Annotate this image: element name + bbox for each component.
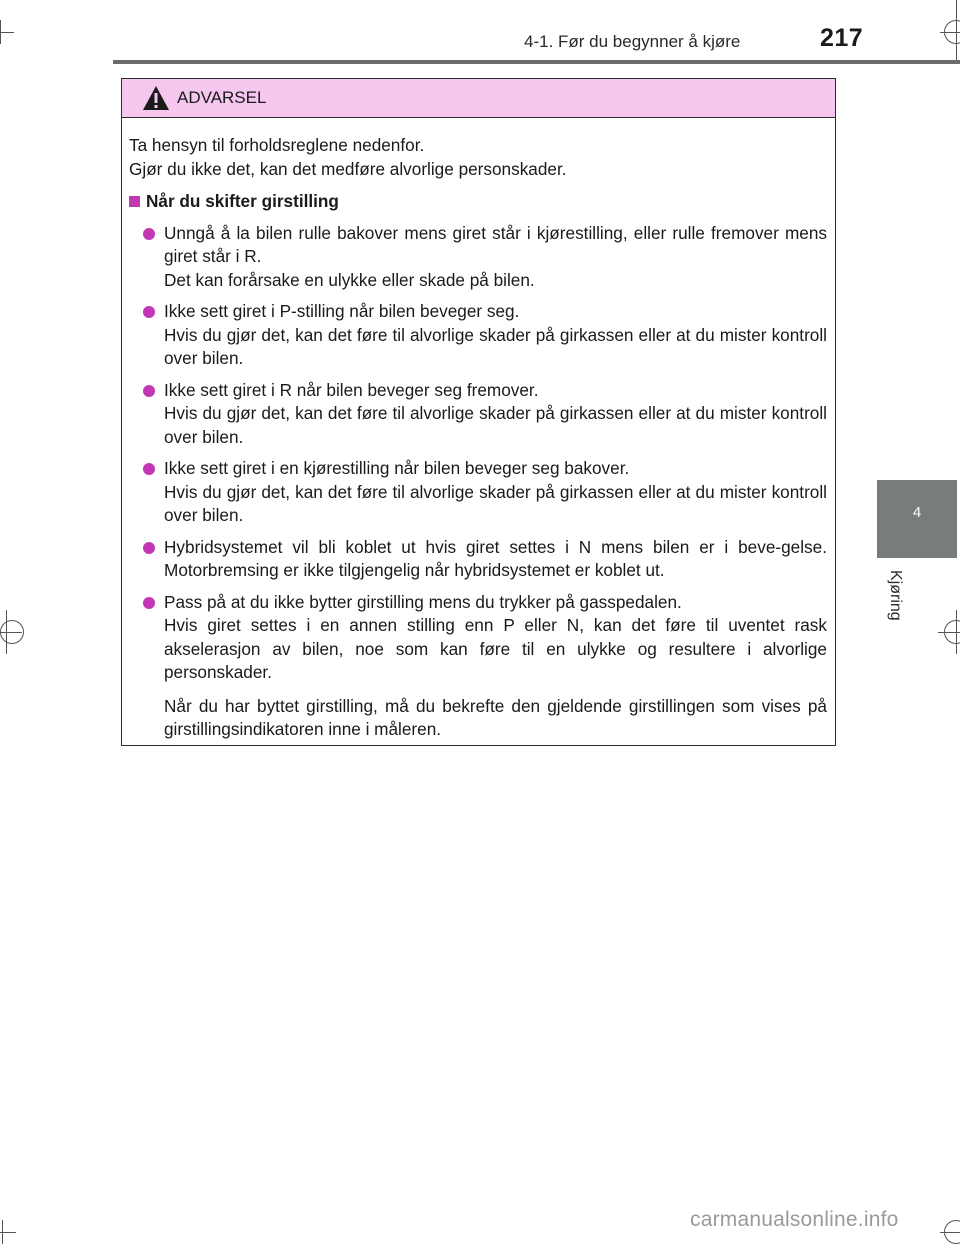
chapter-label: Kjøring — [887, 570, 904, 621]
item-line: Ikke sett giret i R når bilen beveger seg fremover. — [164, 379, 539, 400]
bullet-icon — [143, 385, 155, 397]
list-item — [129, 457, 827, 528]
item-line: Hvis du gjør det, kan det føre til alvorlige skader på girkassen eller at du mister kontroll over bilen. — [164, 481, 827, 525]
list-item — [129, 536, 827, 583]
warning-intro — [129, 134, 827, 181]
item-line: Unngå å la bilen rulle bakover mens giret står i kjørestilling, eller rulle fremover mens giret står i R. — [164, 222, 827, 266]
warning-box — [121, 78, 836, 746]
bullet-icon — [143, 463, 155, 475]
crop-mark — [956, 0, 957, 60]
intro-line: Gjør du ikke det, kan det medføre alvorlige personskader. — [129, 158, 567, 179]
list-item — [129, 591, 827, 685]
intro-line: Ta hensyn til forholdsreglene nedenfor. — [129, 135, 425, 155]
chapter-number: 4 — [912, 504, 922, 521]
header-rule — [113, 60, 960, 64]
bullet-icon — [143, 306, 155, 318]
warning-header — [122, 79, 835, 118]
item-line: Pass på at du ikke bytter girstilling mens du trykker på gasspedalen. — [164, 591, 682, 612]
list-item — [129, 222, 827, 293]
bullet-icon — [143, 228, 155, 240]
crop-mark — [0, 20, 1, 44]
section-title: 4-1. Før du begynner å kjøre — [524, 32, 741, 51]
crop-mark — [2, 1220, 3, 1244]
crop-mark — [944, 20, 960, 44]
crop-mark — [0, 620, 24, 644]
item-line: Hvis du gjør det, kan det føre til alvorlige skader på girkassen eller at du mister kontroll over bilen. — [164, 403, 827, 447]
crop-mark — [944, 1220, 960, 1244]
item-line: Hvis giret settes i en annen stilling enn P eller N, kan det føre til uventet rask akselerasjon av bilen, noe som kan føre til en ulykke og resultere i alvorlige personskader. — [164, 615, 827, 682]
chapter-tab — [877, 480, 957, 558]
warning-title: ADVARSEL — [177, 88, 267, 107]
list-item — [129, 300, 827, 371]
subheading — [129, 190, 827, 214]
bullet-icon — [143, 542, 155, 554]
crop-mark — [6, 610, 7, 654]
item-line: Ikke sett giret i en kjørestilling når bilen beveger seg bakover. — [164, 458, 630, 478]
item-line: Hvis du gjør det, kan det føre til alvorlige skader på girkassen eller at du mister kontroll over bilen. — [164, 324, 827, 368]
page-number: 217 — [820, 24, 864, 52]
crop-mark — [944, 620, 960, 644]
square-bullet-icon — [129, 196, 140, 207]
subheading-text: Når du skifter girstilling — [146, 191, 339, 211]
item-line: Ikke sett giret i P-stilling når bilen beveger seg. — [164, 301, 520, 321]
watermark: carmanualsonline.info — [690, 1208, 899, 1231]
crop-mark — [956, 610, 957, 654]
warning-triangle-icon — [142, 85, 170, 111]
list-item — [129, 379, 827, 450]
warning-body — [129, 134, 827, 742]
crop-mark — [0, 32, 14, 33]
warning-note: Når du har byttet girstilling, må du bekrefte den gjeldende girstillingen som vises på girstillingsindikatoren inne i måleren. — [164, 695, 827, 739]
bullet-icon — [143, 597, 155, 609]
item-line: Det kan forårsake en ulykke eller skade på bilen. — [164, 269, 535, 290]
item-line: Hybridsystemet vil bli koblet ut hvis giret settes i N mens bilen er i beve-gelse. Motorbremsing er ikke tilgjengelig når hybridsystemet er koblet ut. — [164, 536, 827, 580]
